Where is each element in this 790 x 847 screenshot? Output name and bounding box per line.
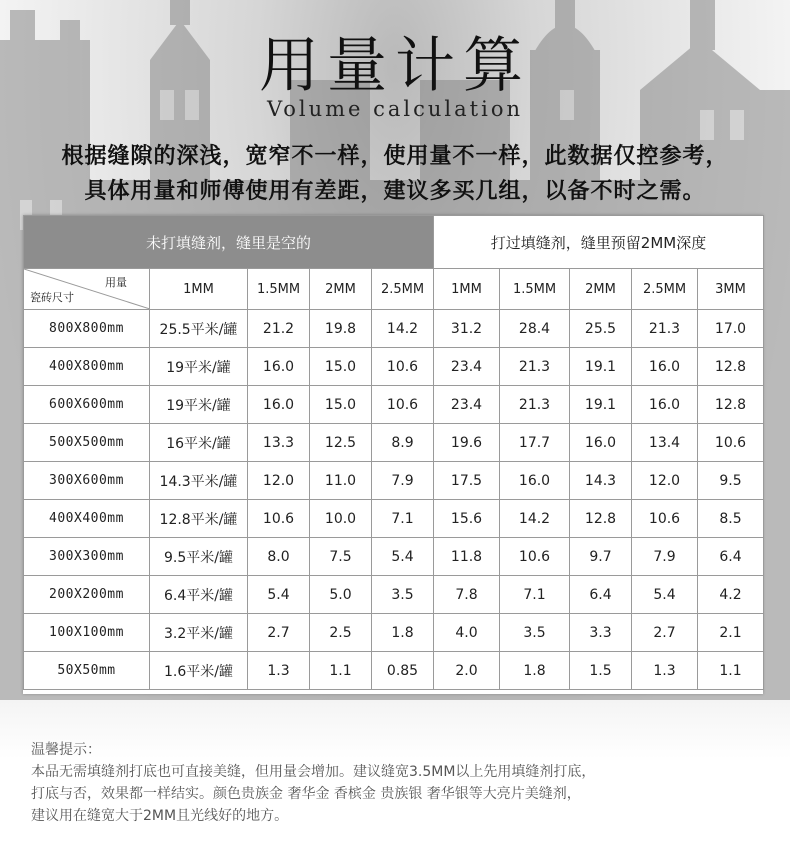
usage-value-cell: 21.3 xyxy=(632,310,698,348)
coverage-cell: 19平米/罐 xyxy=(150,386,248,424)
usage-value-cell: 10.6 xyxy=(500,538,570,576)
usage-value-cell: 1.8 xyxy=(372,614,434,652)
table-row xyxy=(24,652,764,690)
usage-value-cell: 17.0 xyxy=(698,310,764,348)
col-header: 2MM xyxy=(570,269,632,310)
col-header: 2.5MM xyxy=(372,269,434,310)
tile-size-cell: 100X100mm xyxy=(24,614,150,652)
usage-table xyxy=(23,215,763,694)
usage-value-cell: 12.8 xyxy=(698,348,764,386)
group-filled-header: 打过填缝剂，缝里预留2MM深度 xyxy=(434,216,764,269)
usage-value-cell: 15.0 xyxy=(310,386,372,424)
col-header: 1.5MM xyxy=(500,269,570,310)
usage-value-cell: 17.5 xyxy=(434,462,500,500)
usage-value-cell: 7.9 xyxy=(372,462,434,500)
usage-value-cell: 15.6 xyxy=(434,500,500,538)
usage-value-cell: 21.2 xyxy=(248,310,310,348)
usage-value-cell: 5.4 xyxy=(372,538,434,576)
usage-value-cell: 3.5 xyxy=(372,576,434,614)
usage-value-cell: 21.3 xyxy=(500,386,570,424)
usage-value-cell: 1.3 xyxy=(248,652,310,690)
usage-value-cell: 28.4 xyxy=(500,310,570,348)
tile-size-cell: 300X600mm xyxy=(24,462,150,500)
usage-value-cell: 10.6 xyxy=(248,500,310,538)
usage-value-cell: 10.6 xyxy=(372,348,434,386)
usage-value-cell: 12.0 xyxy=(248,462,310,500)
table-row xyxy=(24,310,764,348)
usage-value-cell: 21.3 xyxy=(500,348,570,386)
group-header-row xyxy=(24,216,764,269)
tile-size-cell: 50X50mm xyxy=(24,652,150,690)
table-row xyxy=(24,462,764,500)
tile-size-cell: 400X800mm xyxy=(24,348,150,386)
usage-value-cell: 11.8 xyxy=(434,538,500,576)
tips-line: 打底与否，效果都一样结实。颜色贵族金 奢华金 香槟金 贵族银 奢华银等大亮片美缝剂， xyxy=(31,786,581,802)
usage-value-cell: 2.7 xyxy=(248,614,310,652)
usage-value-cell: 12.8 xyxy=(570,500,632,538)
tile-size-cell: 200X200mm xyxy=(24,576,150,614)
usage-value-cell: 7.9 xyxy=(632,538,698,576)
usage-value-cell: 1.3 xyxy=(632,652,698,690)
usage-value-cell: 16.0 xyxy=(632,348,698,386)
corner-header xyxy=(24,269,150,310)
intro-line-2: 具体用量和师傅使用有差距，建议多买几组，以备不时之需。 xyxy=(84,179,706,204)
tile-size-cell: 800X800mm xyxy=(24,310,150,348)
usage-value-cell: 1.1 xyxy=(310,652,372,690)
page-title: 用量计算 xyxy=(259,31,531,101)
table-row xyxy=(24,424,764,462)
tile-size-cell: 500X500mm xyxy=(24,424,150,462)
usage-value-cell: 7.1 xyxy=(500,576,570,614)
col-header: 2.5MM xyxy=(632,269,698,310)
usage-value-cell: 16.0 xyxy=(248,348,310,386)
usage-value-cell: 13.3 xyxy=(248,424,310,462)
table-row xyxy=(24,500,764,538)
coverage-cell: 6.4平米/罐 xyxy=(150,576,248,614)
coverage-cell: 14.3平米/罐 xyxy=(150,462,248,500)
usage-value-cell: 23.4 xyxy=(434,386,500,424)
usage-value-cell: 11.0 xyxy=(310,462,372,500)
coverage-cell: 16平米/罐 xyxy=(150,424,248,462)
usage-value-cell: 16.0 xyxy=(632,386,698,424)
tips-line: 建议用在缝宽大于2MM且光线好的地方。 xyxy=(31,808,289,824)
usage-value-cell: 7.1 xyxy=(372,500,434,538)
usage-value-cell: 25.5 xyxy=(570,310,632,348)
usage-value-cell: 19.1 xyxy=(570,386,632,424)
tile-size-cell: 600X600mm xyxy=(24,386,150,424)
col-header: 1MM xyxy=(150,269,248,310)
usage-value-cell: 2.5 xyxy=(310,614,372,652)
usage-value-cell: 5.0 xyxy=(310,576,372,614)
tips-section xyxy=(31,739,771,827)
usage-value-cell: 12.8 xyxy=(698,386,764,424)
col-header: 3MM xyxy=(698,269,764,310)
usage-value-cell: 12.0 xyxy=(632,462,698,500)
usage-value-cell: 19.1 xyxy=(570,348,632,386)
usage-value-cell: 3.3 xyxy=(570,614,632,652)
usage-value-cell: 10.6 xyxy=(698,424,764,462)
table-row xyxy=(24,386,764,424)
usage-value-cell: 16.0 xyxy=(248,386,310,424)
corner-label-usage: 用量 xyxy=(105,276,127,289)
table-row xyxy=(24,576,764,614)
usage-value-cell: 23.4 xyxy=(434,348,500,386)
usage-value-cell: 1.5 xyxy=(570,652,632,690)
group-unfilled-header: 未打填缝剂，缝里是空的 xyxy=(24,216,434,269)
usage-value-cell: 15.0 xyxy=(310,348,372,386)
usage-value-cell: 0.85 xyxy=(372,652,434,690)
coverage-cell: 25.5平米/罐 xyxy=(150,310,248,348)
usage-value-cell: 8.5 xyxy=(698,500,764,538)
col-header: 2MM xyxy=(310,269,372,310)
usage-value-cell: 14.2 xyxy=(500,500,570,538)
usage-value-cell: 31.2 xyxy=(434,310,500,348)
coverage-cell: 12.8平米/罐 xyxy=(150,500,248,538)
coverage-cell: 9.5平米/罐 xyxy=(150,538,248,576)
usage-value-cell: 6.4 xyxy=(570,576,632,614)
corner-label-tile-size: 瓷砖尺寸 xyxy=(30,291,74,304)
usage-value-cell: 9.5 xyxy=(698,462,764,500)
intro-line-1: 根据缝隙的深浅，宽窄不一样，使用量不一样，此数据仅控参考， xyxy=(61,144,729,169)
column-header-row xyxy=(24,269,764,310)
usage-value-cell: 13.4 xyxy=(632,424,698,462)
usage-value-cell: 14.2 xyxy=(372,310,434,348)
usage-value-cell: 1.1 xyxy=(698,652,764,690)
usage-value-cell: 17.7 xyxy=(500,424,570,462)
usage-value-cell: 4.0 xyxy=(434,614,500,652)
usage-value-cell: 3.5 xyxy=(500,614,570,652)
tile-size-cell: 400X400mm xyxy=(24,500,150,538)
usage-value-cell: 2.0 xyxy=(434,652,500,690)
usage-value-cell: 7.5 xyxy=(310,538,372,576)
usage-value-cell: 16.0 xyxy=(570,424,632,462)
usage-value-cell: 7.8 xyxy=(434,576,500,614)
table-row xyxy=(24,348,764,386)
usage-value-cell: 2.1 xyxy=(698,614,764,652)
usage-value-cell: 10.6 xyxy=(372,386,434,424)
table-row xyxy=(24,538,764,576)
coverage-cell: 19平米/罐 xyxy=(150,348,248,386)
table-row xyxy=(24,614,764,652)
usage-value-cell: 4.2 xyxy=(698,576,764,614)
tips-line: 本品无需填缝剂打底也可直接美缝，但用量会增加。建议缝宽3.5MM以上先用填缝剂打底， xyxy=(31,764,596,780)
usage-value-cell: 8.9 xyxy=(372,424,434,462)
col-header: 1MM xyxy=(434,269,500,310)
usage-value-cell: 14.3 xyxy=(570,462,632,500)
usage-value-cell: 19.8 xyxy=(310,310,372,348)
usage-value-cell: 19.6 xyxy=(434,424,500,462)
tips-heading: 温馨提示： xyxy=(31,742,101,758)
usage-value-cell: 12.5 xyxy=(310,424,372,462)
usage-value-cell: 2.7 xyxy=(632,614,698,652)
usage-value-cell: 10.0 xyxy=(310,500,372,538)
usage-value-cell: 6.4 xyxy=(698,538,764,576)
usage-value-cell: 5.4 xyxy=(248,576,310,614)
usage-value-cell: 9.7 xyxy=(570,538,632,576)
page-subtitle: Volume calculation xyxy=(267,97,523,121)
coverage-cell: 3.2平米/罐 xyxy=(150,614,248,652)
usage-value-cell: 16.0 xyxy=(500,462,570,500)
usage-value-cell: 10.6 xyxy=(632,500,698,538)
coverage-cell: 1.6平米/罐 xyxy=(150,652,248,690)
col-header: 1.5MM xyxy=(248,269,310,310)
usage-value-cell: 1.8 xyxy=(500,652,570,690)
usage-value-cell: 8.0 xyxy=(248,538,310,576)
usage-value-cell: 5.4 xyxy=(632,576,698,614)
tile-size-cell: 300X300mm xyxy=(24,538,150,576)
